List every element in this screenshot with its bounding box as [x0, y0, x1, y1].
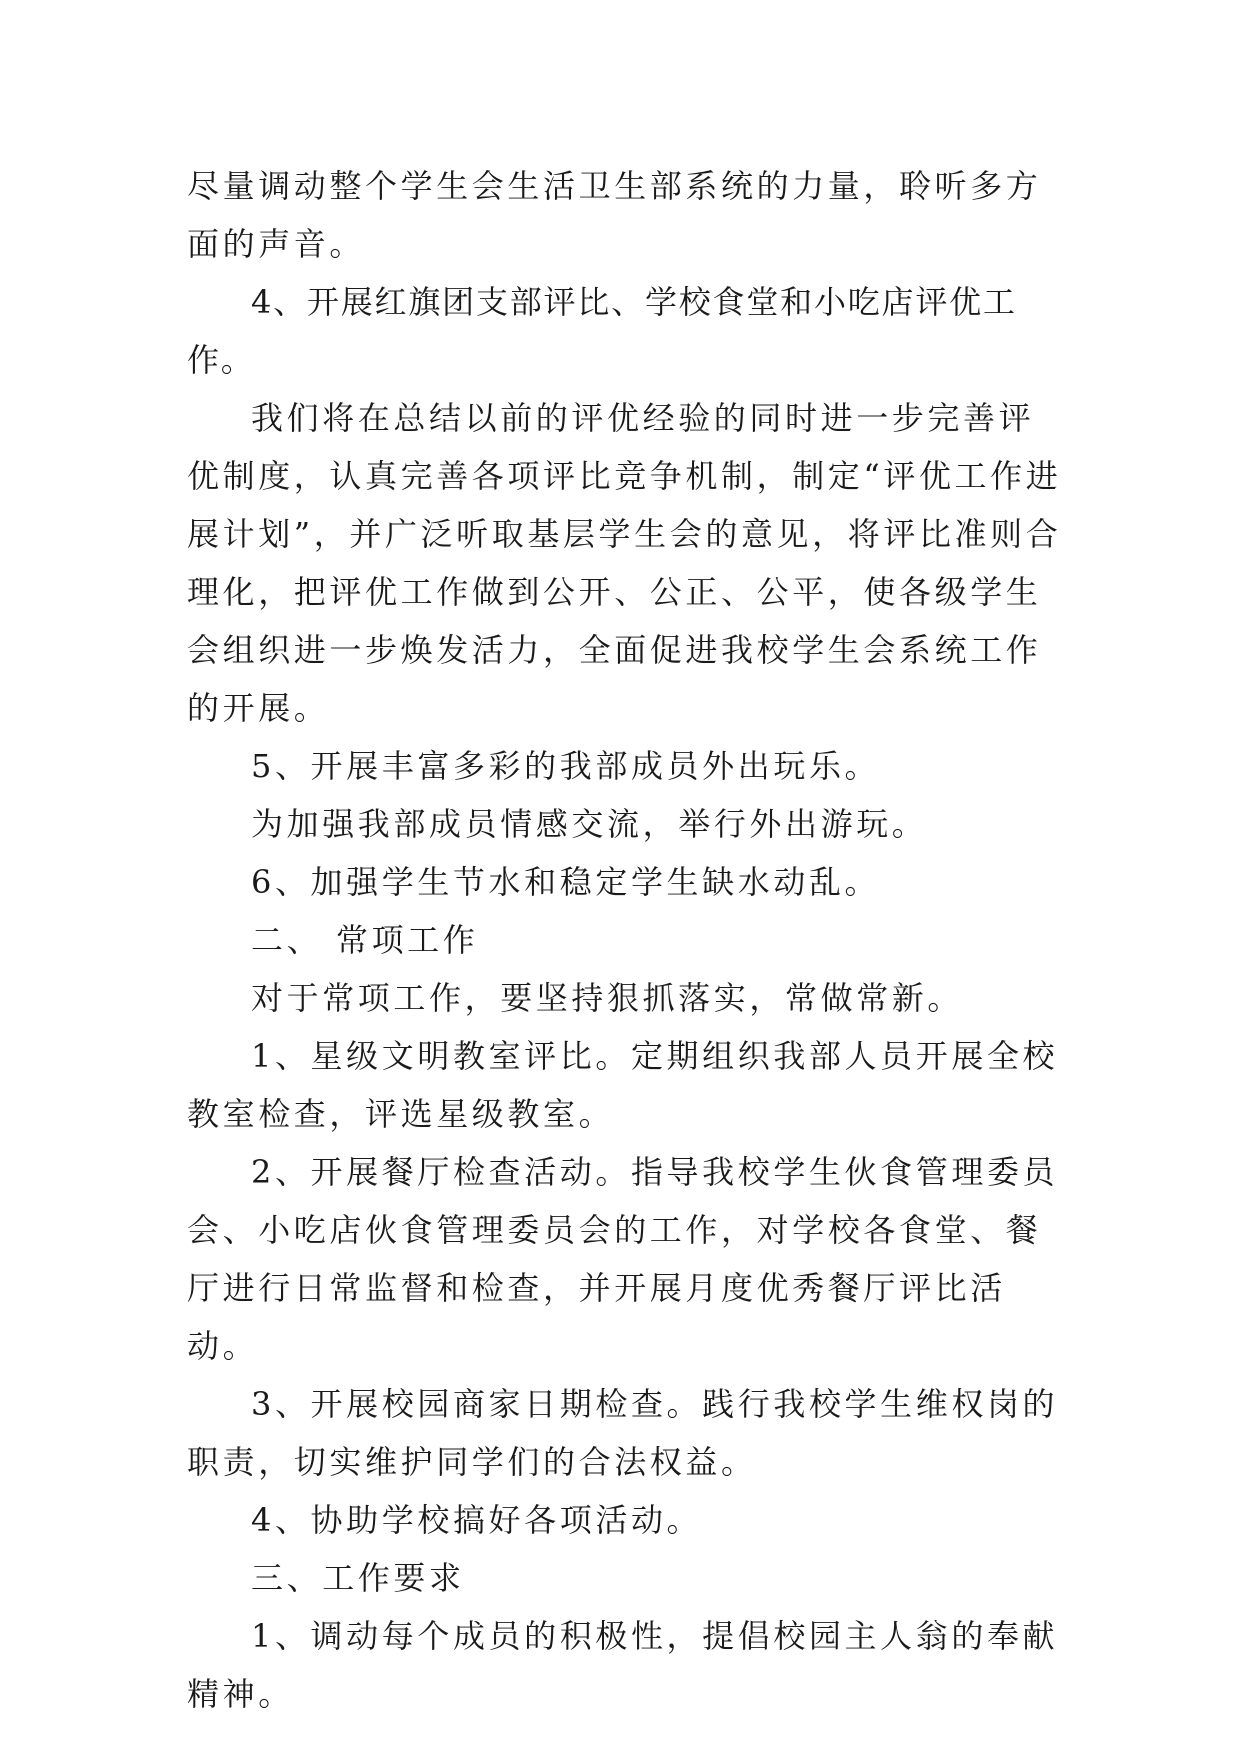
paragraph-evaluation-details: 我们将在总结以前的评优经验的同时进一步完善评优制度，认真完善各项评比竞争机制，制定“评优工作进展计划”，并广泛听取基层学生会的意见，将评比准则合理化，把评优工作做到公开、公正、公平，使各级学生会组织进一步焕发活力，全面促进我校学生会系统工作的开展。	[187, 399, 1062, 727]
paragraph-item-6-heading: 6、加强学生节水和稳定学生缺水动乱。	[251, 863, 881, 901]
section-heading-routine-work: 二、 常项工作	[251, 921, 479, 959]
paragraph-requirement-item-1: 1、调动每个成员的积极性，提倡校园主人翁的奉献精神。	[187, 1617, 1059, 1713]
document-body	[187, 157, 1067, 1723]
paragraph-outing-details: 为加强我部成员情感交流，举行外出游玩。	[251, 805, 928, 843]
paragraph-routine-item-2: 2、开展餐厅检查活动。指导我校学生伙食管理委员会、小吃店伙食管理委员会的工作，对学校各食堂、餐厅进行日常监督和检查，并开展月度优秀餐厅评比活动。	[187, 1153, 1059, 1365]
paragraph-routine-item-1: 1、星级文明教室评比。定期组织我部人员开展全校教室检查，评选星级教室。	[187, 1037, 1059, 1133]
paragraph-item-4-heading: 4、开展红旗团支部评比、学校食堂和小吃店评优工作。	[187, 283, 1017, 379]
paragraph-item-5-heading: 5、开展丰富多彩的我部成员外出玩乐。	[251, 747, 881, 785]
paragraph-intro-continuation: 尽量调动整个学生会生活卫生部系统的力量，聆听多方面的声音。	[187, 167, 1042, 263]
section-heading-work-requirements: 三、工作要求	[251, 1559, 465, 1597]
paragraph-routine-item-3: 3、开展校园商家日期检查。践行我校学生维权岗的职责，切实维护同学们的合法权益。	[187, 1385, 1059, 1481]
paragraph-routine-item-4: 4、协助学校搞好各项活动。	[251, 1501, 703, 1539]
paragraph-routine-intro: 对于常项工作，要坚持狠抓落实，常做常新。	[251, 979, 964, 1017]
